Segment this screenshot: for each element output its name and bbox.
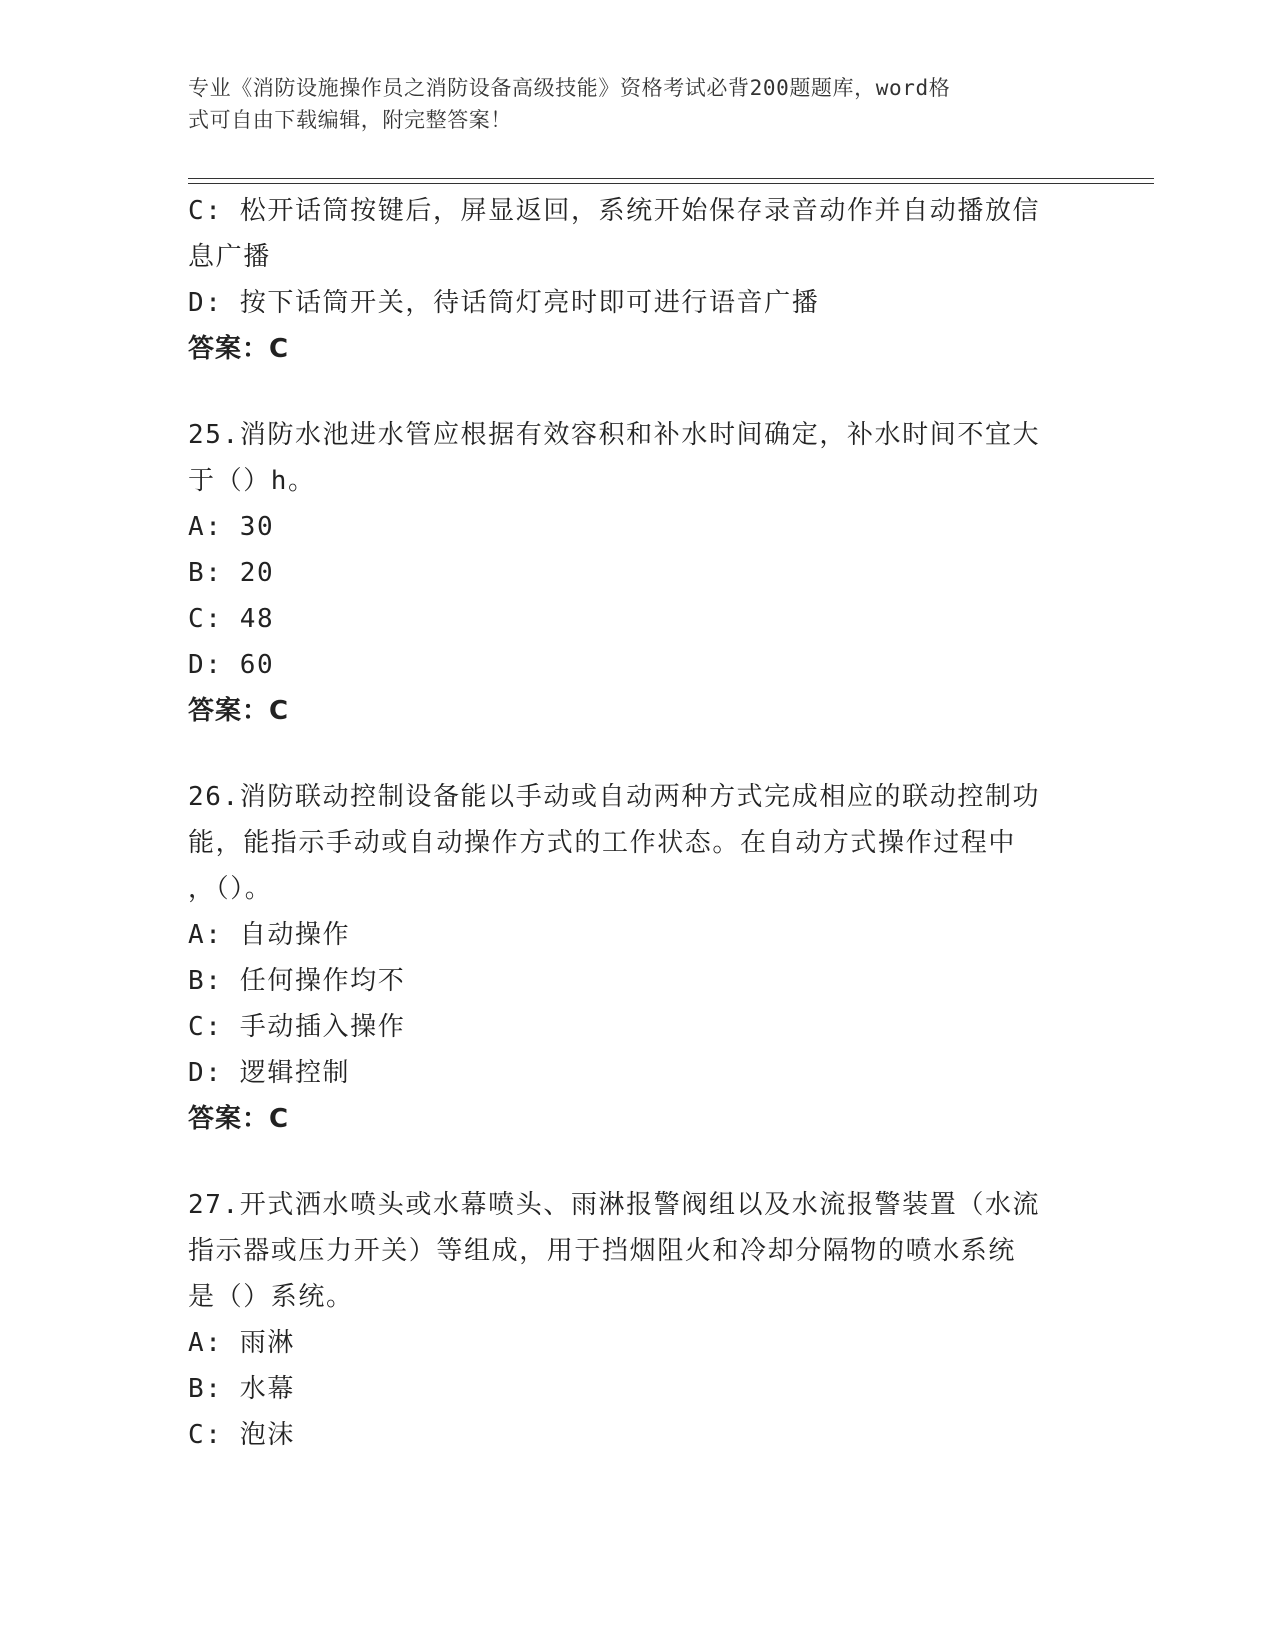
q24-option-c-line-1: C: 松开话筒按键后，屏显返回，系统开始保存录音动作并自动播放信 xyxy=(188,196,1041,226)
q26-option-a: A: 自动操作 xyxy=(188,920,351,950)
q24-answer: 答案：C xyxy=(188,334,290,364)
q24-option-d: D: 按下话筒开关，待话筒灯亮时即可进行语音广播 xyxy=(188,288,820,318)
q25-stem-line-1: 25.消防水池进水管应根据有效容积和补水时间确定，补水时间不宜大 xyxy=(188,420,1041,450)
q25-option-d: D: 60 xyxy=(188,650,275,680)
q24-option-c-line-2: 息广播 xyxy=(188,242,271,272)
q27-stem-line-2: 指示器或压力开关）等组成，用于挡烟阻火和冷却分隔物的喷水系统 xyxy=(188,1236,1017,1266)
q25-option-b: B: 20 xyxy=(188,558,275,588)
q27-stem xyxy=(188,1182,1088,1320)
question-24-tail xyxy=(188,188,1088,372)
q26-stem-line-3: ，（）。 xyxy=(188,874,273,904)
q25-stem-line-2: 于（）h。 xyxy=(188,466,316,496)
q26-option-d: D: 逻辑控制 xyxy=(188,1058,351,1088)
q26-option-b: B: 任何操作均不 xyxy=(188,966,406,996)
page-header xyxy=(188,72,1068,136)
header-divider-bottom xyxy=(188,183,1154,184)
q25-answer: 答案：C xyxy=(188,696,290,726)
q26-stem xyxy=(188,774,1088,912)
q27-option-b: B: 水幕 xyxy=(188,1374,295,1404)
spacer xyxy=(188,734,1088,774)
q26-answer: 答案：C xyxy=(188,1104,290,1134)
document-body xyxy=(188,188,1088,1458)
q25-stem xyxy=(188,412,1088,504)
header-divider-top xyxy=(188,178,1154,179)
q25-option-c: C: 48 xyxy=(188,604,275,634)
q27-stem-line-3: 是（）系统。 xyxy=(188,1282,354,1312)
q27-option-c: C: 泡沫 xyxy=(188,1420,295,1450)
spacer xyxy=(188,372,1088,412)
q27-option-a: A: 雨淋 xyxy=(188,1328,295,1358)
question-27 xyxy=(188,1182,1088,1458)
header-line-1: 专业《消防设施操作员之消防设备高级技能》资格考试必背200题题库，word格 xyxy=(188,76,951,100)
q26-stem-line-1: 26.消防联动控制设备能以手动或自动两种方式完成相应的联动控制功 xyxy=(188,782,1041,812)
q25-option-a: A: 30 xyxy=(188,512,275,542)
spacer xyxy=(188,1142,1088,1182)
q27-stem-line-1: 27.开式洒水喷头或水幕喷头、雨淋报警阀组以及水流报警装置（水流 xyxy=(188,1190,1041,1220)
q26-stem-line-2: 能，能指示手动或自动操作方式的工作状态。在自动方式操作过程中 xyxy=(188,828,1017,858)
question-26 xyxy=(188,774,1088,1142)
question-25 xyxy=(188,412,1088,734)
header-line-2: 式可自由下载编辑，附完整答案！ xyxy=(188,108,512,132)
q26-option-c: C: 手动插入操作 xyxy=(188,1012,406,1042)
